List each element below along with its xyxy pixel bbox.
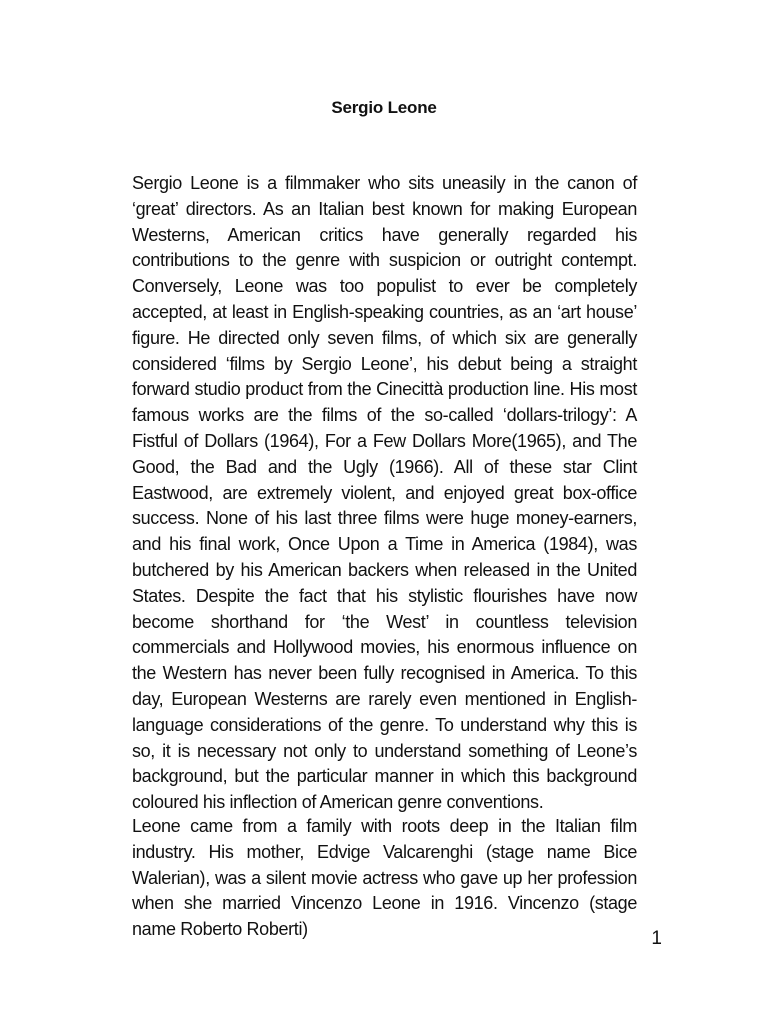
paragraph-1: Sergio Leone is a filmmaker who sits uneasily in the canon of ‘great’ directors. As an Italian best known for making European Westerns, American critics have generally regarded his contributions to the genre with suspicion or outright contempt. Conversely, Leone was too populist to ever be completely accepted, at least in English-speaking countries, as an ‘art house’ figure. He directed only seven films, of which six are generally considered ‘films by Sergio Leone’, his debut being a straight forward studio product from the Cinecittà production line. His most famous works are the films of the so-called ‘dollars-trilogy’: A Fistful of Dollars (1964), For a Few Dollars More(1965), and The Good, the Bad and the Ugly (1966). All of these star Clint Eastwood, are extremely violent, and enjoyed great box-office success. None of his last three films were huge money-earners, and his final work, Once Upon a Time in America (1984), was butchered by his American backers when released in the United States. Despite the fact that his stylistic flourishes have now become shorthand for ‘the West’ in countless television commercials and Hollywood movies, his enormous influence on the Western has never been fully recognised in America. To this day, European Westerns are rarely even mentioned in English-language considerations of the genre. To understand why this is so, it is necessary not only to understand something of Leone’s background, but the particular manner in which this background coloured his inflection of American genre conventions. [132, 173, 637, 813]
paragraph-2: Leone came from a family with roots deep in the Italian film industry. His mother, Edvige Valcarenghi (stage name Bice Walerian), was a silent movie actress who gave up her profession when she married Vincenzo Leone in 1916. Vincenzo (stage name Roberto Roberti) [132, 816, 637, 940]
document-title: Sergio Leone [331, 98, 437, 117]
page-number: 1 [651, 928, 662, 949]
